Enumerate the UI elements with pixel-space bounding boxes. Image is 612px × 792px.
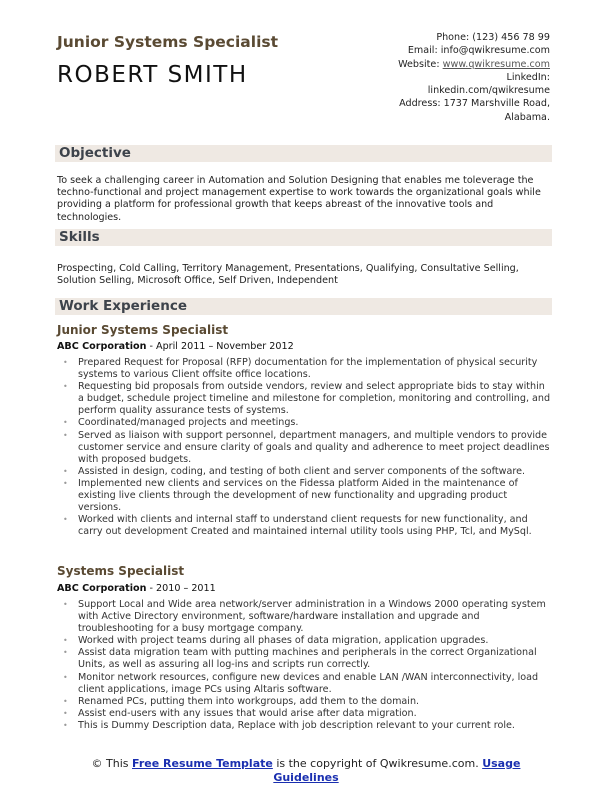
bullet: • Assist end-users with any issues that would arise after data migration. — [78, 708, 553, 720]
linkedin-label: LinkedIn: — [506, 71, 550, 83]
contact-info — [398, 31, 550, 124]
bullet: • Worked with clients and internal staff to understand client requests for new functionality, and carry out development Created and maintained internal utility tools using PHP, Tcl, and MySql. — [78, 514, 553, 538]
bullet: • Assist data migration team with putting machines and peripherals in the correct Organizational Units, as well as assuring all log-ins and scripts run correctly. — [78, 647, 553, 671]
bullet: • Support Local and Wide area network/server administration in a Windows 2000 operating system with Active Directory environment, software/hardware installation and upgrade and troubleshooting for a busy mortgage company. — [78, 599, 553, 635]
company: ABC Corporation — [57, 583, 147, 594]
work-experience-heading: Work Experience — [55, 298, 552, 315]
objective-heading: Objective — [55, 145, 552, 162]
skills-heading: Skills — [55, 229, 552, 246]
company: ABC Corporation — [57, 341, 147, 352]
usage-guidelines-link[interactable]: Usage Guidelines — [273, 757, 521, 784]
skills-text: Prospecting, Cold Calling, Territory Management, Presentations, Qualifying, Consultative Selling, Solution Selling, Microsoft Office, Self Driven, Independent — [57, 263, 519, 287]
resume-title: Junior Systems Specialist — [57, 33, 279, 51]
website — [398, 58, 550, 71]
bullet: • Assisted in design, coding, and testing of both client and server components of the software. — [78, 466, 553, 478]
footer-prefix: © This — [91, 757, 133, 770]
website-label: Website: — [398, 58, 443, 70]
job-bullets — [57, 357, 553, 538]
phone: Phone: (123) 456 78 99 — [436, 32, 550, 43]
job-title: Junior Systems Specialist — [57, 323, 229, 337]
bullet: • Coordinated/managed projects and meetings. — [78, 417, 553, 429]
bullet: • Monitor network resources, configure new devices and enable LAN /WAN interconnectivity, load client applications, image PCs using Altaris software. — [78, 672, 553, 696]
bullet: • Served as liaison with support personnel, department managers, and multiple vendors to provide customer service and ensure clarity of goals and quality and adherence to meet project deadlines with proposed budgets. — [78, 430, 553, 466]
job-bullets — [57, 599, 553, 732]
footer-middle: is the copyright of Qwikresume.com. — [272, 757, 483, 770]
bullet: • Worked with project teams during all phases of data migration, application upgrades. — [78, 635, 553, 647]
dates: - 2010 – 2011 — [146, 583, 216, 594]
objective-text: To seek a challenging career in Automation and Solution Designing that enables me toleverage the techno-functional and project management expertise to work towards the organizational goals while providing a platform for professional growth that keeps abreast of the innovative tools and technologies. — [57, 175, 541, 223]
free-resume-template-link[interactable]: Free Resume Template — [132, 757, 273, 770]
website-link[interactable]: www.qwikresume.com — [442, 58, 550, 70]
footer — [60, 757, 552, 785]
bullet: • Requesting bid proposals from outside vendors, review and select appropriate bids to stay within a budget, schedule project timeline and milestone for completion, monitoring and controlling, and perform quality assurance tests of systems. — [78, 381, 553, 417]
bullet: • Implemented new clients and services on the Fidessa platform Aided in the maintenance of existing live clients through the development of new functionality and upgrading product versions. — [78, 478, 553, 514]
candidate-name: ROBERT SMITH — [57, 62, 248, 88]
address-line2: Alabama. — [504, 111, 550, 123]
job-title: Systems Specialist — [57, 564, 185, 578]
job-company-dates — [57, 341, 294, 352]
bullet: • Prepared Request for Proposal (RFP) documentation for the implementation of physical security systems to various Client offsite office locations. — [78, 357, 553, 381]
job-company-dates — [57, 583, 216, 594]
bullet: • This is Dummy Description data, Replace with job description relevant to your current role. — [78, 720, 553, 732]
bullet: • Renamed PCs, putting them into workgroups, add them to the domain. — [78, 696, 553, 708]
linkedin: linkedin.com/qwikresume — [427, 85, 550, 97]
email: Email: info@qwikresume.com — [407, 45, 550, 57]
address: Address: 1737 Marshville Road, — [399, 98, 550, 110]
dates: - April 2011 – November 2012 — [146, 341, 294, 352]
